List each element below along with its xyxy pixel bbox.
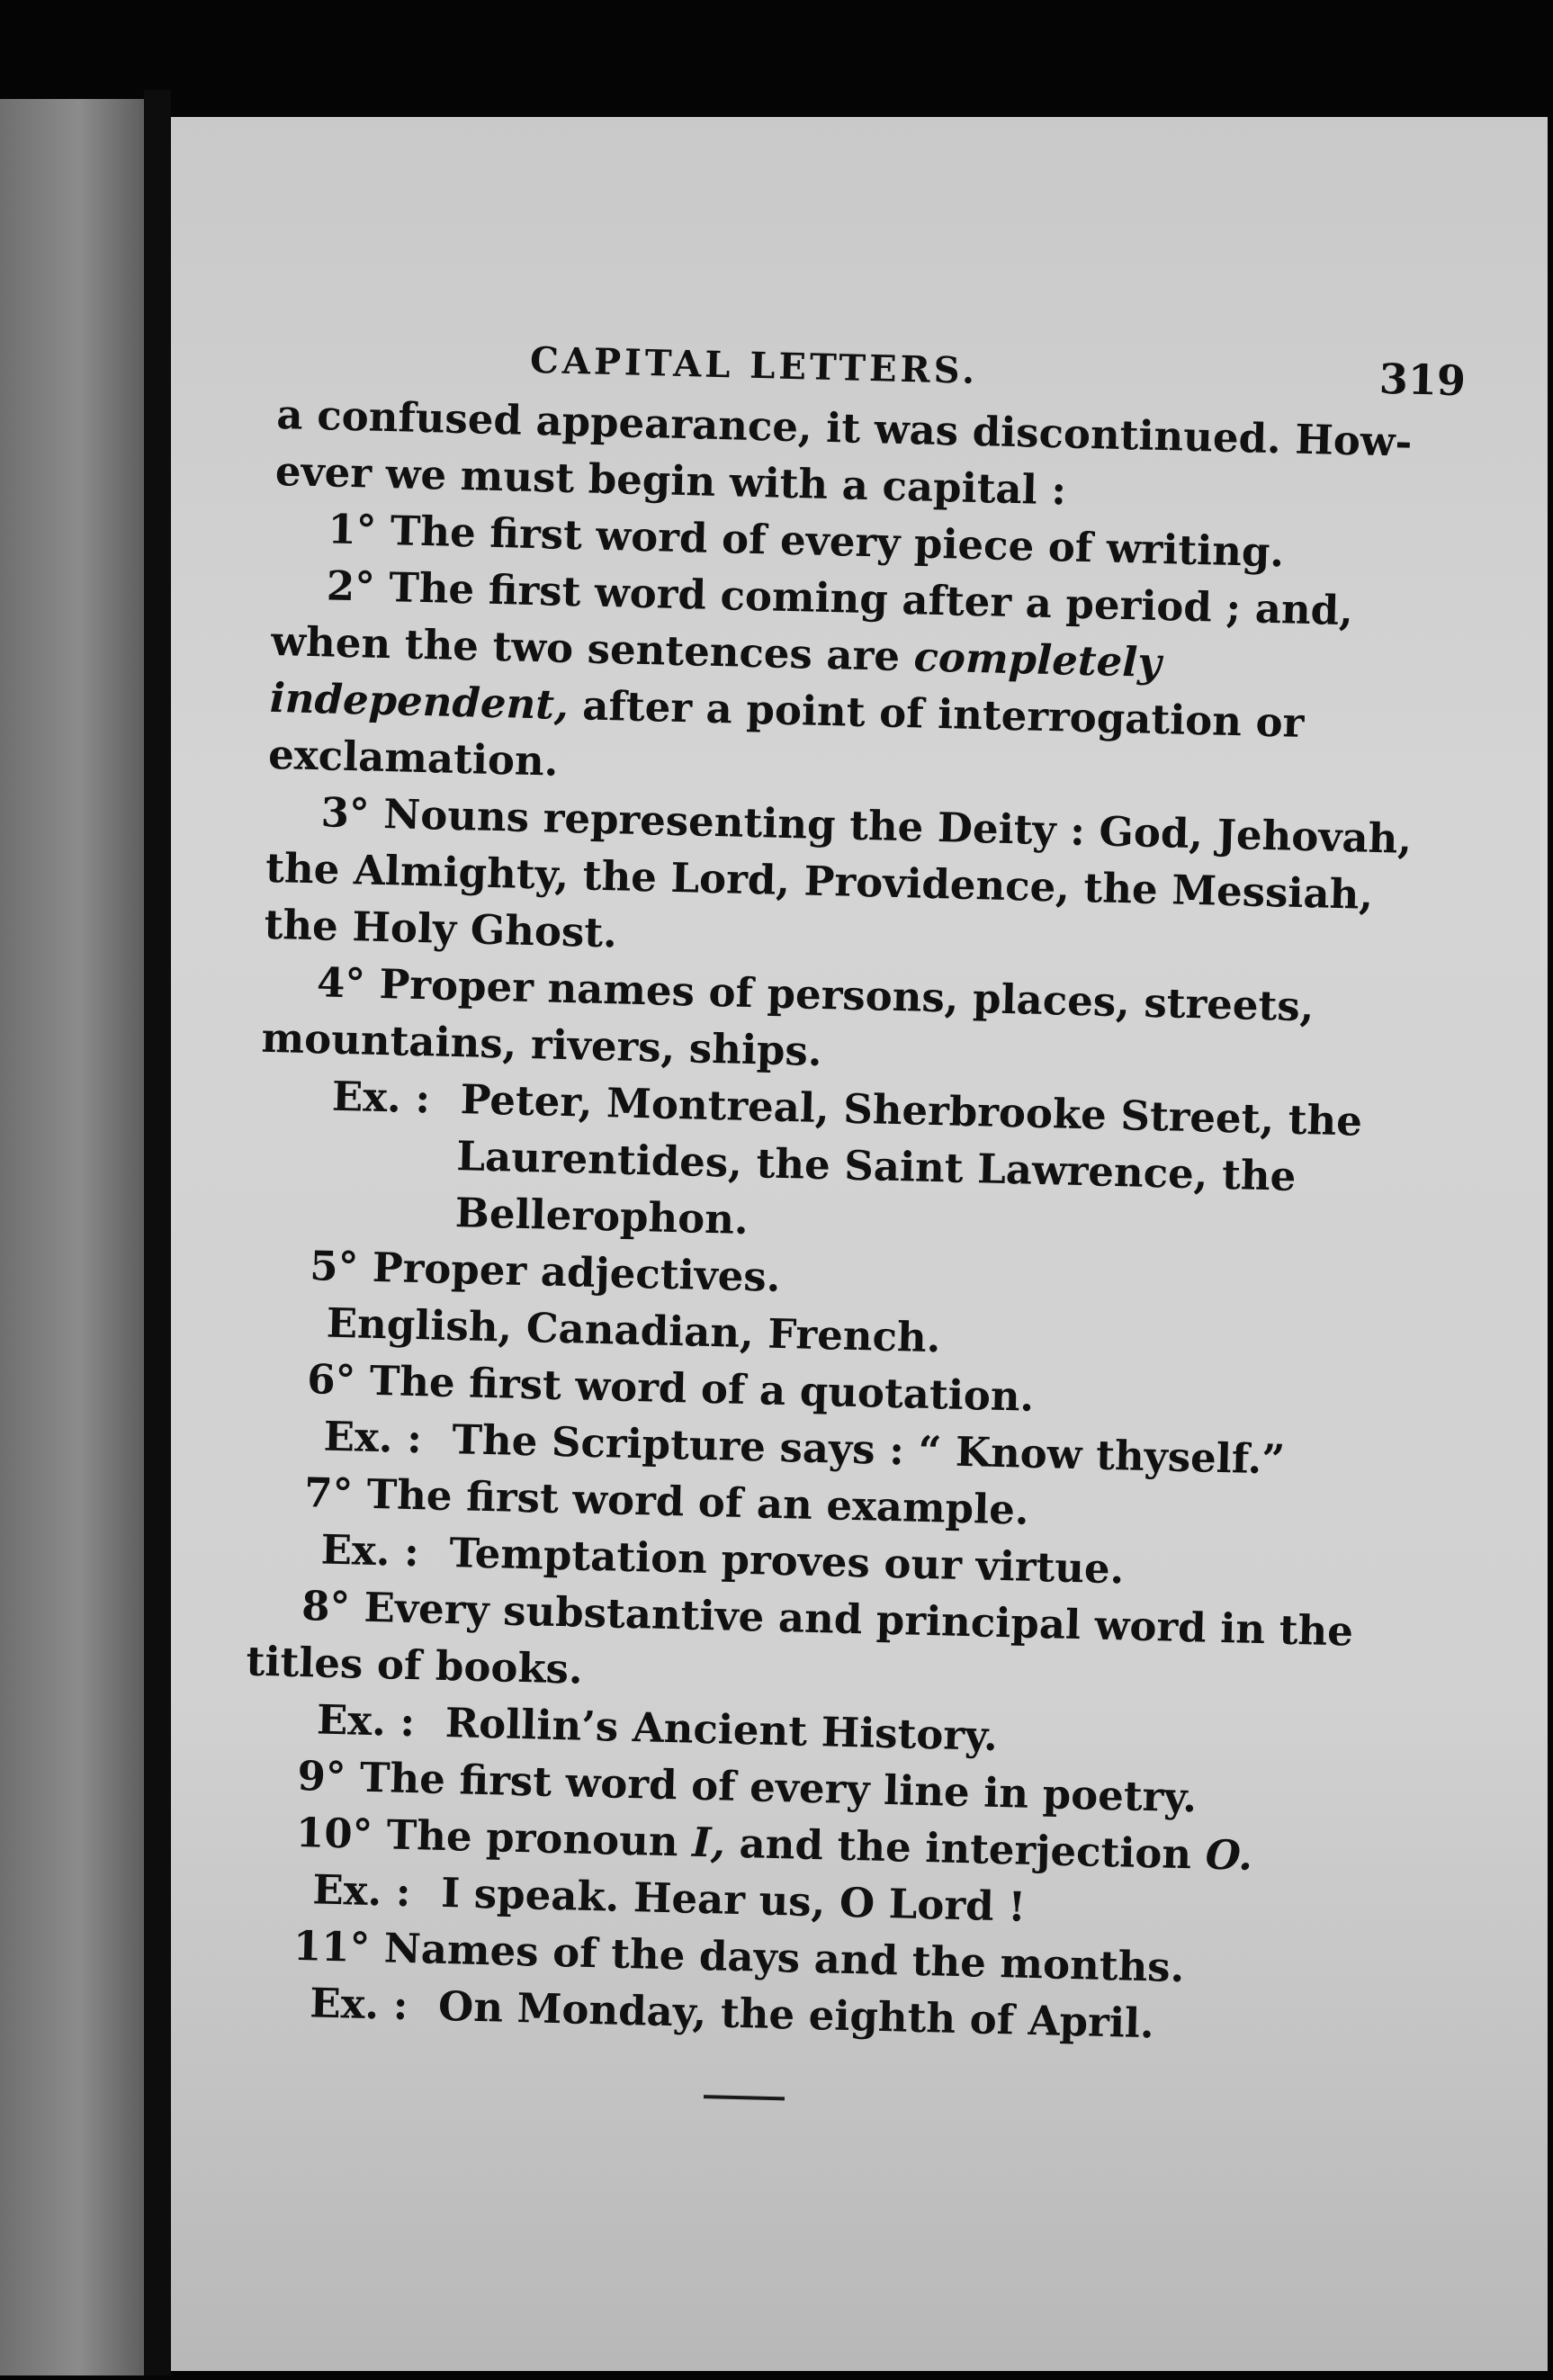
example-text: Rollin’s Ancient History. bbox=[444, 1698, 999, 1760]
example-text: The Scripture says : “ Know thyself.” bbox=[451, 1415, 1286, 1484]
example-label: Ex. : bbox=[323, 1412, 423, 1463]
rule-emphasis: completely independent, bbox=[269, 633, 1163, 729]
intro-line-1: a confused appearance, it was discontinued. How- bbox=[275, 390, 1413, 466]
example-label: Ex. : bbox=[309, 1979, 409, 2030]
rule-text: and the interjection bbox=[738, 1819, 1192, 1879]
rule-number: 8° bbox=[301, 1582, 351, 1631]
rule-number: 5° bbox=[309, 1242, 359, 1291]
rule-number: 9° bbox=[296, 1751, 347, 1801]
example-text: On Monday, the eighth of April. bbox=[437, 1981, 1155, 2048]
rule-text: The first word of every piece of writing. bbox=[390, 507, 1285, 577]
book-gutter bbox=[144, 90, 171, 2376]
page-number: 319 bbox=[1378, 354, 1467, 406]
example-label: Ex. : bbox=[316, 1695, 416, 1747]
book-page bbox=[171, 117, 1548, 2371]
rule-text: The first word of an example. bbox=[366, 1469, 1030, 1534]
facing-page-edge bbox=[0, 99, 144, 2376]
rule-text: after a point of interrogation or exclamation. bbox=[267, 681, 1306, 786]
rule-number: 4° bbox=[316, 958, 366, 1008]
page-text bbox=[236, 324, 1466, 2116]
rule-text: The pronoun bbox=[386, 1810, 679, 1866]
example-text: Temptation proves our virtue. bbox=[448, 1529, 1125, 1594]
rule-number: 6° bbox=[306, 1355, 356, 1405]
rule-4-example bbox=[256, 1066, 1448, 1265]
rule-number: 3° bbox=[320, 788, 371, 838]
rule-number: 7° bbox=[303, 1468, 354, 1518]
rule-text: Proper names of persons, places, streets, mountains, rivers, ships. bbox=[260, 959, 1315, 1075]
rule-text: Every substantive and principal word in the titles of books. bbox=[246, 1583, 1354, 1693]
rule-emphasis: I, bbox=[691, 1818, 726, 1867]
rule-3 bbox=[264, 783, 1455, 982]
example-text: English, Canadian, French. bbox=[326, 1298, 942, 1362]
running-head-title: CAPITAL LETTERS. bbox=[529, 338, 979, 392]
rule-number: 10° bbox=[295, 1808, 373, 1859]
intro-line-2: ever we must begin with a capital : bbox=[274, 446, 1067, 515]
rule-number: 11° bbox=[292, 1921, 371, 1971]
example-text: I speak. Hear us, O Lord ! bbox=[440, 1868, 1027, 1931]
rule-text: Names of the days and the months. bbox=[383, 1924, 1185, 1992]
rule-number: 2° bbox=[326, 561, 376, 611]
rule-number: 1° bbox=[327, 505, 377, 554]
rule-text: The first word of a quotation. bbox=[369, 1356, 1035, 1421]
rule-text: Nouns representing the Deity : God, Jehovah, the Almighty, the Lord, Providence, the Messiah, the Holy Ghost. bbox=[264, 790, 1413, 957]
rule-text: The first word coming after a period ; and, when the two sentences are bbox=[270, 563, 1354, 680]
example-text: Peter, Montreal, Sherbrooke Street, the Laurentides, the Saint Lawrence, the Bellerophon. bbox=[454, 1075, 1363, 1244]
rule-2 bbox=[268, 556, 1461, 812]
rule-text: Proper adjectives. bbox=[372, 1243, 782, 1301]
rule-text: The first word of every line in poetry. bbox=[359, 1753, 1198, 1822]
example-label: Ex. : bbox=[311, 1865, 412, 1917]
rule-emphasis: O. bbox=[1205, 1830, 1253, 1880]
example-label: Ex. : bbox=[331, 1072, 431, 1123]
example-label: Ex. : bbox=[320, 1525, 420, 1576]
end-rule-divider bbox=[704, 2095, 785, 2100]
